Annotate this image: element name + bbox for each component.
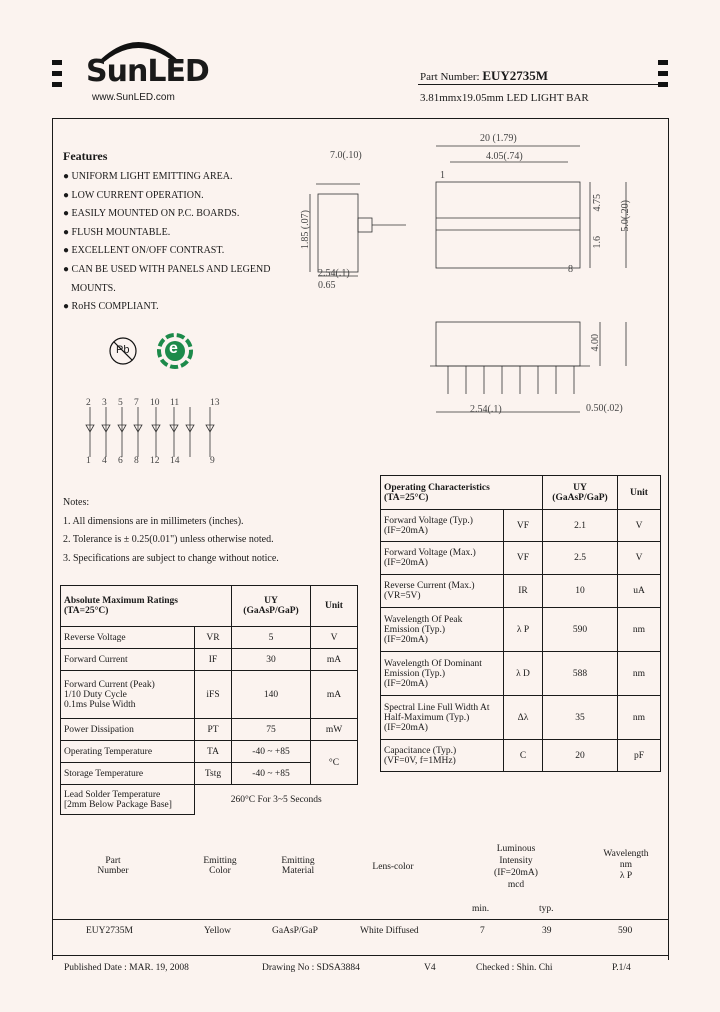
abs-max-col-header: UY (GaAsP/GaP) <box>232 586 311 627</box>
abs-max-title: Absolute Maximum Ratings (TA=25°C) <box>61 586 232 627</box>
sel-h-min: min. <box>472 904 490 914</box>
sel-h-lens: Lens-color <box>372 862 414 872</box>
pin-mark-1: 1 <box>440 170 445 181</box>
feature-item: ● FLUSH MOUNTABLE. <box>63 226 171 238</box>
sel-h-color: Emitting Color <box>203 856 237 876</box>
dim-pitch: 2.54(.1) <box>470 404 502 415</box>
pin-label: 10 <box>150 398 160 408</box>
features-list <box>63 168 270 317</box>
dim-right-h2: 1.6 <box>592 236 603 249</box>
pin-label: 9 <box>210 456 215 466</box>
op-char-table <box>380 475 661 772</box>
feature-item: ● LOW CURRENT OPERATION. <box>63 189 204 201</box>
table-row: Forward Voltage (Max.) (IF=20mA) VF 2.5 V <box>381 542 661 575</box>
sel-divider <box>52 919 668 920</box>
pin-label: 3 <box>102 398 107 408</box>
sel-row: EUY2735M Yellow GaAsP/GaP White Diffused 7 39 590 <box>86 926 633 936</box>
pin-label: 1 <box>86 456 91 466</box>
pin-label: 12 <box>150 456 160 466</box>
pin-label: 5 <box>118 398 123 408</box>
sel-h-wavelength: Wavelength nm λ P <box>603 849 649 881</box>
top-view-drawing <box>430 132 640 272</box>
part-description: 3.81mmx19.05mm LED LIGHT BAR <box>420 92 589 104</box>
dim-bottom-left2: 0.65 <box>318 280 336 291</box>
sel-h-part: Part Number <box>97 856 129 876</box>
pin-label: 13 <box>210 398 220 408</box>
dim-right-side: 5.0(.20) <box>620 200 631 232</box>
pin-label: 4 <box>102 456 107 466</box>
feature-item: ● RoHS COMPLIANT. <box>63 301 159 313</box>
table-row: Wavelength Of Dominant Emission (Typ.) (IF=20mA) λ D 588 nm <box>381 652 661 696</box>
part-number: EUY2735M <box>482 68 549 83</box>
pb-free-badge <box>108 336 138 366</box>
table-header-row <box>61 586 358 627</box>
pin-label: 11 <box>170 398 180 408</box>
footer <box>52 963 668 977</box>
table-row: Wavelength Of Peak Emission (Typ.) (IF=20mA) λ P 590 nm <box>381 608 661 652</box>
dim-bottom-left: 2.54(.1) <box>318 268 350 279</box>
frame-right <box>668 118 669 960</box>
pin-label: 6 <box>118 456 123 466</box>
dim-left-top: 7.0(.10) <box>330 150 362 161</box>
sel-h-luminous: Luminous Intensity (IF=20mA) mcd <box>494 844 538 890</box>
pin-label: 8 <box>134 456 139 466</box>
dim-pin-len: 4.00 <box>590 334 601 352</box>
sel-h-typ: typ. <box>539 904 554 914</box>
pin-label: 2 <box>86 398 91 408</box>
left-edge-marks <box>52 60 62 87</box>
note-item: 1. All dimensions are in millimeters (inches). <box>63 515 244 527</box>
dim-pin-dia: 0.50(.02) <box>586 403 623 414</box>
sel-h-material: Emitting Material <box>281 856 315 876</box>
e-label: e <box>169 340 178 357</box>
version: V4 <box>424 963 436 973</box>
drawing-number: Drawing No : SDSA3884 <box>262 963 360 973</box>
dim-left-side: 1.85 (.07) <box>300 210 311 250</box>
table-row: Forward Current IF 30 mA <box>61 649 358 671</box>
logo-text: SunLED <box>86 54 209 89</box>
feature-item: MOUNTS. <box>71 282 116 294</box>
op-char-unit-header: Unit <box>618 476 661 510</box>
feature-item: ● EASILY MOUNTED ON P.C. BOARDS. <box>63 208 240 220</box>
table-row: Spectral Line Full Width At Half-Maximum (Typ.) (IF=20mA) Δλ 35 nm <box>381 696 661 740</box>
table-row: Forward Voltage (Typ.) (IF=20mA) VF 2.1 V <box>381 510 661 542</box>
part-number-label: Part Number: <box>420 71 480 83</box>
table-row: Power Dissipation PT 75 mW <box>61 719 358 741</box>
notes-title: Notes: <box>63 497 90 508</box>
table-row: Operating Temperature TA -40 ~ +85 °C <box>61 741 358 763</box>
pin-label: 7 <box>134 398 139 408</box>
table-row: Storage Temperature Tstg -40 ~ +85 <box>61 763 358 785</box>
website-url: www.SunLED.com <box>92 92 175 103</box>
notes <box>63 494 279 568</box>
pin-label: 14 <box>170 456 180 466</box>
published-date: Published Date : MAR. 19, 2008 <box>64 963 189 973</box>
abs-max-table <box>60 585 358 815</box>
footer-divider <box>52 955 668 956</box>
pin-mark-8: 8 <box>568 264 573 275</box>
table-row: Forward Current (Peak) 1/10 Duty Cycle 0.1ms Pulse Width iFS 140 mA <box>61 671 358 719</box>
right-edge-marks <box>658 60 668 87</box>
table-row: Capacitance (Typ.) (VF=0V, f=1MHz) C 20 pF <box>381 740 661 772</box>
dim-right-h1: 4.75 <box>592 194 603 212</box>
features-title: Features <box>63 149 108 163</box>
op-char-col-header: UY (GaAsP/GaP) <box>543 476 618 510</box>
note-item: 2. Tolerance is ± 0.25(0.01") unless otherwise noted. <box>63 534 274 545</box>
feature-item: ● EXCELLENT ON/OFF CONTRAST. <box>63 245 225 257</box>
page-number: P.1/4 <box>612 963 631 973</box>
dim-top-width: 20 (1.79) <box>480 133 517 144</box>
rohs-e-badge <box>156 332 194 370</box>
table-row: Reverse Current (Max.) (VR=5V) IR 10 uA <box>381 575 661 608</box>
side-view-drawing <box>296 148 416 293</box>
note-item: 3. Specifications are subject to change without notice. <box>63 552 279 564</box>
feature-item: ● UNIFORM LIGHT EMITTING AREA. <box>63 171 233 182</box>
frame-top <box>52 118 668 119</box>
table-row: Lead Solder Temperature [2mm Below Package Base] 260°C For 3~5 Seconds <box>61 785 358 815</box>
checked-by: Checked : Shin. Chi <box>476 963 553 973</box>
frame-left <box>52 118 53 960</box>
feature-item: ● CAN BE USED WITH PANELS AND LEGEND <box>63 263 271 275</box>
pb-label: Pb <box>116 344 130 356</box>
abs-max-unit-header: Unit <box>311 586 358 627</box>
dim-inner-width: 4.05(.74) <box>486 151 523 162</box>
op-char-title: Operating Characteristics (TA=25°C) <box>381 476 543 510</box>
logo <box>86 32 209 92</box>
table-row: Reverse Voltage VR 5 V <box>61 627 358 649</box>
part-underline <box>418 84 658 85</box>
part-number-line <box>420 68 548 84</box>
table-header-row <box>381 476 661 510</box>
